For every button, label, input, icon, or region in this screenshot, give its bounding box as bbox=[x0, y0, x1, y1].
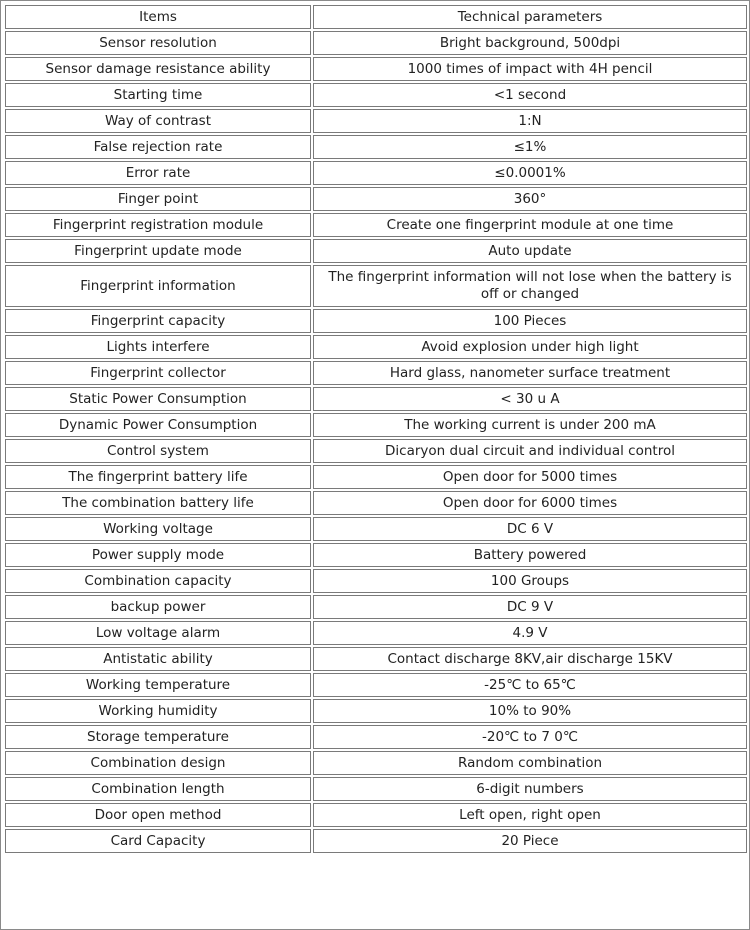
table-header-row bbox=[5, 5, 747, 29]
item-cell: Fingerprint capacity bbox=[5, 309, 311, 333]
parameter-cell: Auto update bbox=[313, 239, 747, 263]
parameter-cell: Left open, right open bbox=[313, 803, 747, 827]
item-cell: Sensor damage resistance ability bbox=[5, 57, 311, 81]
table-row bbox=[5, 621, 747, 645]
header-items: Items bbox=[5, 5, 311, 29]
table-row bbox=[5, 265, 747, 307]
item-cell: Combination design bbox=[5, 751, 311, 775]
table-row bbox=[5, 387, 747, 411]
table-row bbox=[5, 57, 747, 81]
parameter-cell: Open door for 6000 times bbox=[313, 491, 747, 515]
parameter-cell: Random combination bbox=[313, 751, 747, 775]
parameter-cell: 10% to 90% bbox=[313, 699, 747, 723]
table-row bbox=[5, 31, 747, 55]
item-cell: Working voltage bbox=[5, 517, 311, 541]
parameter-cell: 1:N bbox=[313, 109, 747, 133]
table-row bbox=[5, 413, 747, 437]
item-cell: Fingerprint update mode bbox=[5, 239, 311, 263]
parameter-cell: The working current is under 200 mA bbox=[313, 413, 747, 437]
item-cell: Dynamic Power Consumption bbox=[5, 413, 311, 437]
table-row bbox=[5, 213, 747, 237]
table-row bbox=[5, 517, 747, 541]
header-technical-parameters: Technical parameters bbox=[313, 5, 747, 29]
item-cell: Storage temperature bbox=[5, 725, 311, 749]
parameter-cell: 6-digit numbers bbox=[313, 777, 747, 801]
table-row bbox=[5, 109, 747, 133]
parameter-cell: 20 Piece bbox=[313, 829, 747, 853]
parameter-cell: The fingerprint information will not lose when the battery is off or changed bbox=[313, 265, 747, 307]
item-cell: The fingerprint battery life bbox=[5, 465, 311, 489]
item-cell: Static Power Consumption bbox=[5, 387, 311, 411]
item-cell: Control system bbox=[5, 439, 311, 463]
item-cell: Starting time bbox=[5, 83, 311, 107]
table-row bbox=[5, 647, 747, 671]
parameter-cell: -25℃ to 65℃ bbox=[313, 673, 747, 697]
parameter-cell: < 30 u A bbox=[313, 387, 747, 411]
item-cell: Card Capacity bbox=[5, 829, 311, 853]
parameter-cell: DC 9 V bbox=[313, 595, 747, 619]
item-cell: Door open method bbox=[5, 803, 311, 827]
table-row bbox=[5, 187, 747, 211]
parameter-cell: Contact discharge 8KV,air discharge 15KV bbox=[313, 647, 747, 671]
table-row bbox=[5, 751, 747, 775]
table-row bbox=[5, 803, 747, 827]
item-cell: Antistatic ability bbox=[5, 647, 311, 671]
item-cell: False rejection rate bbox=[5, 135, 311, 159]
table-row bbox=[5, 543, 747, 567]
item-cell: Low voltage alarm bbox=[5, 621, 311, 645]
parameter-cell: Bright background, 500dpi bbox=[313, 31, 747, 55]
item-cell: Combination length bbox=[5, 777, 311, 801]
item-cell: Power supply mode bbox=[5, 543, 311, 567]
item-cell: Finger point bbox=[5, 187, 311, 211]
item-cell: The combination battery life bbox=[5, 491, 311, 515]
parameter-cell: ≤1% bbox=[313, 135, 747, 159]
table-row bbox=[5, 309, 747, 333]
parameter-cell: Avoid explosion under high light bbox=[313, 335, 747, 359]
table-row bbox=[5, 777, 747, 801]
item-cell: backup power bbox=[5, 595, 311, 619]
parameter-cell: 4.9 V bbox=[313, 621, 747, 645]
parameter-cell: Battery powered bbox=[313, 543, 747, 567]
item-cell: Sensor resolution bbox=[5, 31, 311, 55]
table-row bbox=[5, 673, 747, 697]
item-cell: Lights interfere bbox=[5, 335, 311, 359]
table-row bbox=[5, 83, 747, 107]
table-row bbox=[5, 595, 747, 619]
table-row bbox=[5, 161, 747, 185]
parameter-cell: -20℃ to 7 0℃ bbox=[313, 725, 747, 749]
table-row bbox=[5, 335, 747, 359]
table-row bbox=[5, 239, 747, 263]
parameter-cell: 100 Pieces bbox=[313, 309, 747, 333]
parameter-cell: 360° bbox=[313, 187, 747, 211]
table-row bbox=[5, 725, 747, 749]
item-cell: Working temperature bbox=[5, 673, 311, 697]
parameter-cell: 1000 times of impact with 4H pencil bbox=[313, 57, 747, 81]
table-row bbox=[5, 829, 747, 853]
parameter-cell: 100 Groups bbox=[313, 569, 747, 593]
table-row bbox=[5, 491, 747, 515]
parameter-cell: DC 6 V bbox=[313, 517, 747, 541]
table-row bbox=[5, 465, 747, 489]
table-row bbox=[5, 439, 747, 463]
parameter-cell: ≤0.0001% bbox=[313, 161, 747, 185]
table-row bbox=[5, 699, 747, 723]
item-cell: Error rate bbox=[5, 161, 311, 185]
parameter-cell: Create one fingerprint module at one time bbox=[313, 213, 747, 237]
item-cell: Way of contrast bbox=[5, 109, 311, 133]
item-cell: Combination capacity bbox=[5, 569, 311, 593]
parameter-cell: Open door for 5000 times bbox=[313, 465, 747, 489]
spec-table bbox=[3, 3, 749, 855]
item-cell: Fingerprint collector bbox=[5, 361, 311, 385]
parameter-cell: Dicaryon dual circuit and individual control bbox=[313, 439, 747, 463]
table-row bbox=[5, 569, 747, 593]
table-row bbox=[5, 135, 747, 159]
parameter-cell: Hard glass, nanometer surface treatment bbox=[313, 361, 747, 385]
item-cell: Fingerprint registration module bbox=[5, 213, 311, 237]
parameter-cell: <1 second bbox=[313, 83, 747, 107]
table-row bbox=[5, 361, 747, 385]
item-cell: Working humidity bbox=[5, 699, 311, 723]
item-cell: Fingerprint information bbox=[5, 265, 311, 307]
